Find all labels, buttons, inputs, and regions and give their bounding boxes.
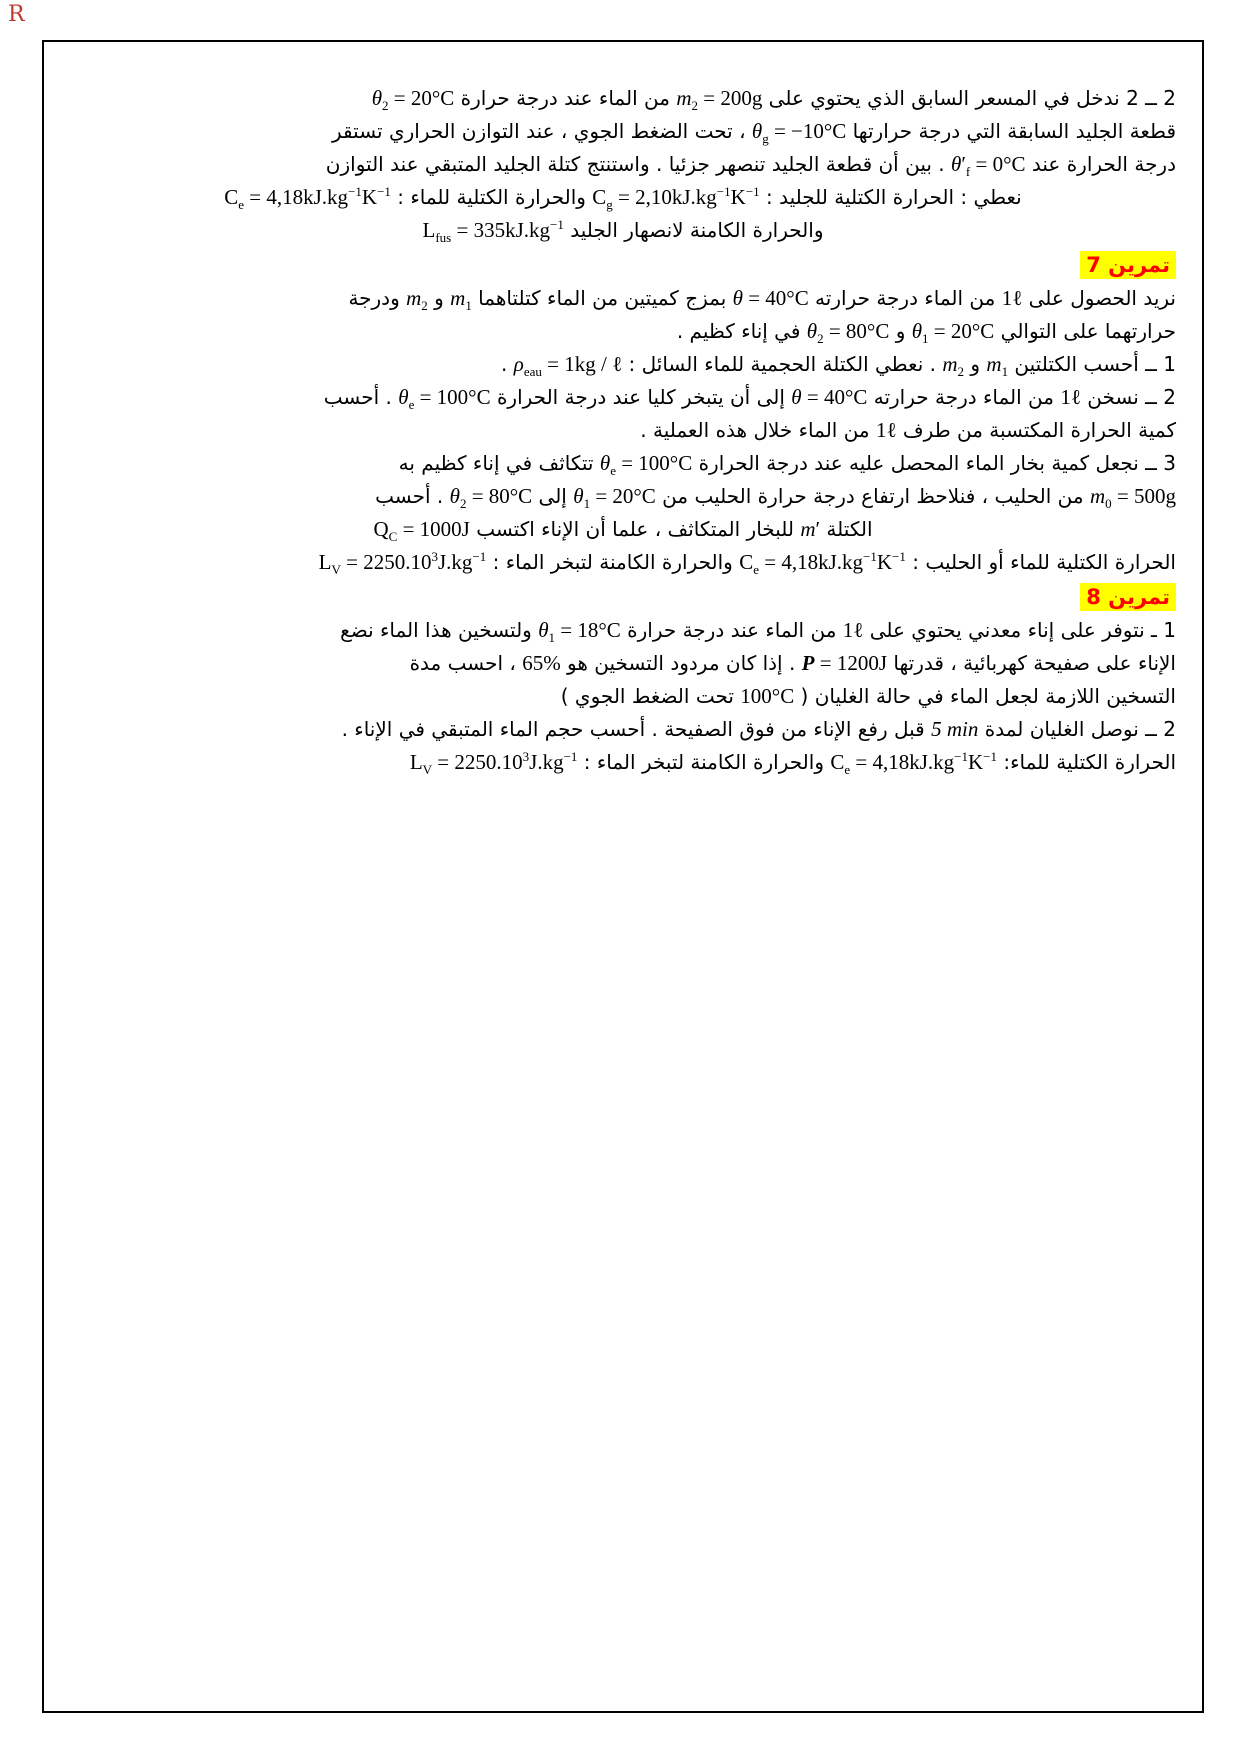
corner-mark: R (8, 2, 25, 27)
text-line: قطعة الجليد السابقة التي درجة حرارتها $\theta_g = -10^\circ C$ ، تحت الضغط الجوي ، عند التوازن الحراري تستقر (332, 119, 1176, 147)
question-2-line: 2 ــ نسخن 1ℓ من الماء درجة حرارته θ = 40°C إلى أن يتبخر كليا عند درجة الحرارة $\theta_e = 100^\circ C$ . أحسب (323, 385, 1176, 413)
text-line: $m_0 = 500g$ من الحليب ، فنلاحظ ارتفاع درجة حرارة الحليب من $\theta_1 = 20^\circ C$ إلى $\theta_2 = 80^\circ C$ . أحسب (375, 484, 1176, 512)
text-line: الإناء على صفيحة كهربائية ، قدرتها P = 1200J . إذا كان مردود التسخين هو 65% ، احسب مدة (409, 651, 1176, 675)
page-content (70, 82, 1176, 779)
exercise6-continuation (70, 82, 1176, 247)
data-given-line: نعطي : الحرارة الكتلية للجليد : $C_g = 2,10kJ.kg^{-1}K^{-1}$ والحرارة الكتلية للماء : $C_e = 4,18kJ.kg^{-1}K^{-1}$ (224, 184, 1022, 213)
exercise7-title-highlight: تمرين 7 (1080, 251, 1176, 279)
question-1-line: 1 ــ أحسب الكتلتين $m_1$ و $m_2$ . نعطي الكتلة الحجمية للماء السائل : $\rho_{eau} = 1kg$ / ℓ . (501, 352, 1176, 380)
text-line: التسخين اللازمة لجعل الماء في حالة الغليان ( 100°C تحت الضغط الجوي ) (560, 684, 1176, 708)
exercise7-body (70, 282, 1176, 579)
text-line: 2 ــ 2 ندخل في المسعر السابق الذي يحتوي على $m_2 = 200g$ من الماء عند درجة حرارة $\theta_2 = 20^\circ C$ (371, 86, 1176, 114)
exercise7-header (70, 249, 1176, 282)
exercise8-header (70, 581, 1176, 614)
data-given-line: والحرارة الكامنة لانصهار الجليد $L_{fus} = 335kJ.kg^{-1}$ (422, 217, 824, 246)
exercise8-title-highlight: تمرين 8 (1080, 583, 1176, 611)
data-given-line: الحرارة الكتلية للماء: $C_e = 4,18kJ.kg^{-1}K^{-1}$ والحرارة الكامنة لتبخر الماء : $L_V = 2250.10^3J.kg^{-1}$ (409, 749, 1176, 778)
question-1-line: 1 ـ نتوفر على إناء معدني يحتوي على 1ℓ من الماء عند درجة حرارة $\theta_1 = 18^\circ C$ ولتسخين هذا الماء نضع (340, 618, 1176, 646)
text-line: الكتلة m′ للبخار المتكاثف ، علما أن الإناء اكتسب $Q_C = 1000J$ (373, 517, 873, 545)
question-2-line: 2 ــ نوصل الغليان لمدة 5 min قبل رفع الإناء من فوق الصفيحة . أحسب حجم الماء المتبقي في الإناء . (341, 717, 1176, 741)
data-given-line: الحرارة الكتلية للماء أو الحليب : $C_e = 4,18kJ.kg^{-1}K^{-1}$ والحرارة الكامنة لتبخر الماء : $L_V = 2250.10^3J.kg^{-1}$ (318, 549, 1176, 578)
exercise8-body (70, 614, 1176, 779)
text-line: حرارتهما على التوالي $\theta_1 = 20^\circ C$ و $\theta_2 = 80^\circ C$ في إناء كظيم . (676, 319, 1176, 347)
page-border-frame (42, 40, 1204, 1713)
text-line: درجة الحرارة عند $\theta'_f = 0^\circ C$ . بين أن قطعة الجليد تنصهر جزئيا . واستنتج كتلة الجليد المتبقي عند التوازن (325, 152, 1176, 180)
text-line: كمية الحرارة المكتسبة من طرف 1ℓ من الماء خلال هذه العملية . (640, 418, 1176, 442)
text-line: نريد الحصول على 1ℓ من الماء درجة حرارته θ = 40°C بمزج كميتين من الماء كتلتاهما $m_1$ و $m_2$ ودرجة (348, 286, 1176, 314)
question-3-line: 3 ــ نجعل كمية بخار الماء المحصل عليه عند درجة الحرارة $\theta_e = 100^\circ C$ تتكاثف في إناء كظيم به (398, 451, 1176, 479)
